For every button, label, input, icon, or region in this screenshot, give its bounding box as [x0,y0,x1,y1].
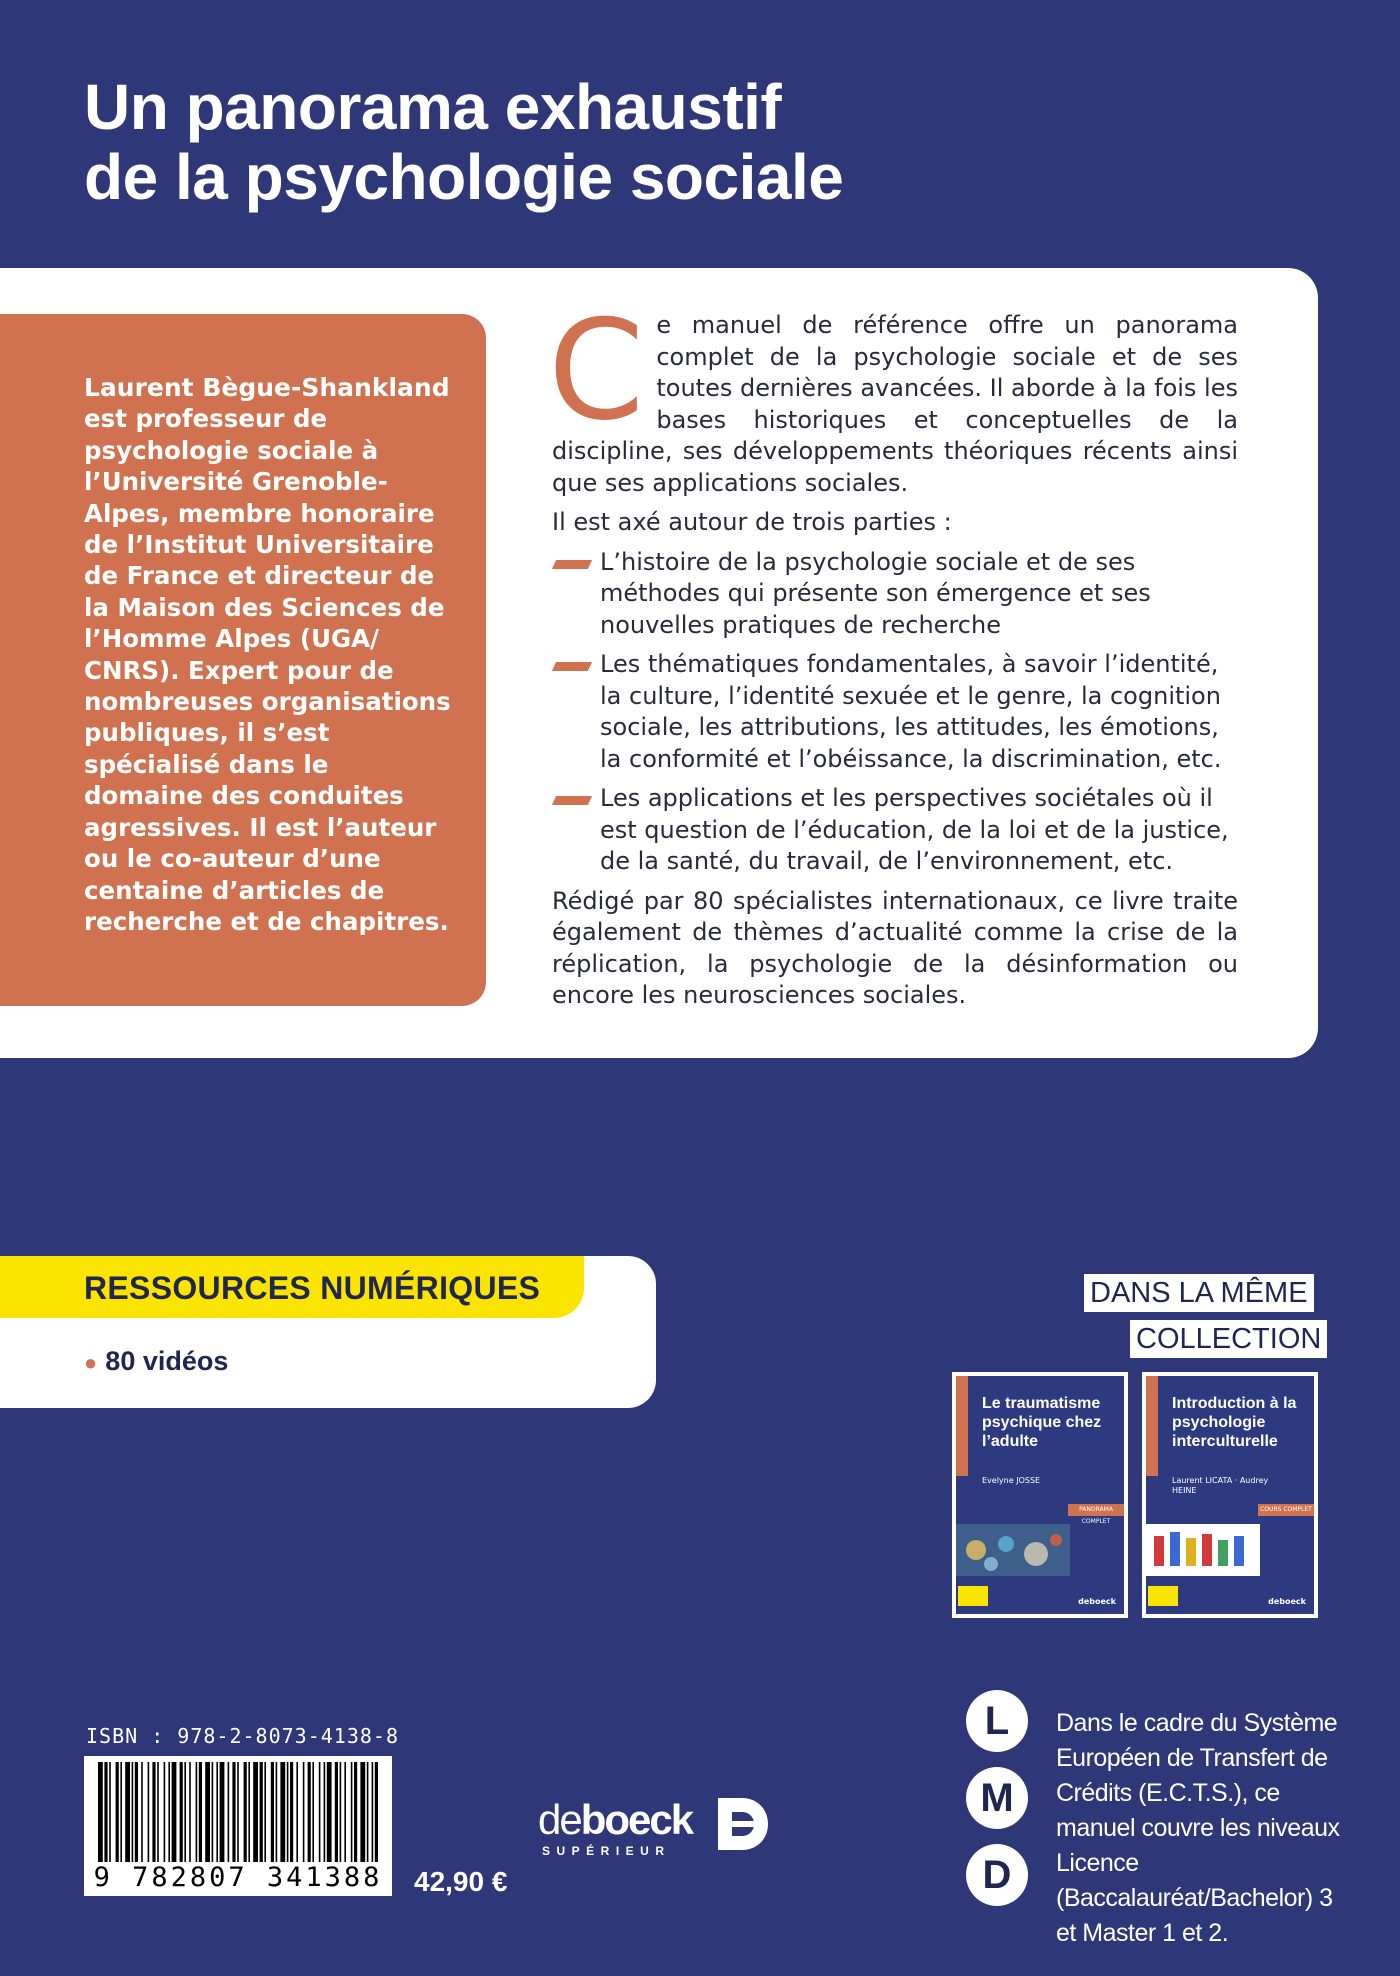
back-cover-title [84,72,1084,212]
book-publisher-logo: deboeck [1268,1597,1306,1606]
description-closing: Rédigé par 80 spécialistes internationaux, ce livre traite également de thèmes d’actualité comme la crise de la réplication, la psychologie de la désinformation ou encore les neurosciences sociales. [552,886,1238,1009]
author-name: Laurent Bègue-Shankland [84,373,450,402]
barcode [84,1756,392,1896]
barcode-number: 9 782807 341388 [93,1862,383,1893]
author-bio-text: est professeur de psychologie sociale à l’Université Grenoble-Alpes, membre honoraire de l’Institut Universitaire de France et directeur de la Maison des Sciences de l’Homme Alpes (UGA/ CNRS). Expert pour de nombreuses organisations publiques, il s’est spécialisé dans le domaine des conduites agressives. Il est l’auteur ou le co-auteur d’une centaine d’articles de recherche et de chapitres. [84,404,451,936]
description-intro-text: e manuel de référence offre un panorama complet de la psychologie sociale et de ses toutes dernières avancées. Il aborde à la fois les bases historiques et conceptuelles de la discipline, ses développements théoriques récents ainsi que ses applications sociales. [552,311,1238,497]
book-spine-band [956,1376,968,1476]
level-badge-doctorat: D [966,1844,1028,1906]
book-cover-image [1146,1524,1260,1576]
ects-text: Dans le cadre du Système Européen de Transfert de Crédits (E.C.T.S.), ce manuel couvre les niveaux Licence (Baccalauréat/Bachelor) 3 et Master 1 et 2. [1056,1709,1340,1947]
bullet-icon [552,560,592,569]
digital-resources-box [0,1256,656,1408]
author-bio [84,372,454,937]
list-item: L’histoire de la psychologie sociale et de ses méthodes qui présente son émergence et ses nouvelles pratiques de recherche [552,547,1238,642]
book-footer-band [1148,1586,1178,1606]
publisher-name: deboeck [538,1796,693,1843]
resources-item: ● 80 vidéos [84,1346,229,1376]
level-badge-master: M [966,1767,1028,1829]
book-author: Laurent LICATA · Audrey HEINE [1172,1476,1269,1495]
publisher-logo [538,1796,778,1866]
isbn: ISBN : 978-2-8073-4138-8 [86,1724,399,1748]
list-item: Les thématiques fondamentales, à savoir l’identité, la culture, l’identité sexuée et le genre, la cognition sociale, les attributions, les attitudes, les émotions, la conformité et l’obéissance, la discrimination, etc. [552,649,1238,775]
price: 42,90 € [414,1866,508,1897]
description-intro [548,290,1238,499]
drop-cap: C [548,290,645,451]
collection-book-cover[interactable] [952,1372,1128,1618]
level-badge-licence: L [966,1690,1028,1752]
book-tag: PANORAMA COMPLET [1068,1504,1124,1516]
parts-list [552,547,1238,878]
resources-title: RESSOURCES NUMÉRIQUES [84,1270,541,1306]
book-spine-band [1146,1376,1158,1476]
dot-icon: ● [84,1350,98,1375]
book-description [548,290,1238,1020]
description-lead: Il est axé autour de trois parties : [552,508,952,536]
book-publisher-logo: deboeck [1078,1597,1116,1606]
book-footer-band [958,1586,988,1606]
book-tag: COURS COMPLET [1258,1504,1314,1516]
collection-label-line-2: COLLECTION [1130,1320,1327,1358]
bullet-icon [552,662,592,671]
collection-label-line-1: DANS LA MÊME [1084,1274,1314,1312]
barcode-icon [98,1762,378,1862]
bullet-icon [552,796,592,805]
title-line-1: Un panorama exhaustif [84,71,782,143]
collection-book-cover[interactable] [1142,1372,1318,1618]
publisher-sub: SUPÉRIEUR [542,1844,671,1858]
publisher-d-icon [718,1798,768,1850]
book-cover-image [956,1524,1070,1576]
book-title: Introduction à la psychologie interculturelle [1172,1395,1297,1450]
book-title: Le traumatisme psychique chez l’adulte [982,1395,1102,1450]
title-line-2: de la psychologie sociale [84,141,844,213]
list-item: Les applications et les perspectives sociétales où il est question de l’éducation, de la loi et de la justice, de la santé, du travail, de l’environnement, etc. [552,783,1238,878]
book-author: Evelyne JOSSE [982,1476,1041,1485]
